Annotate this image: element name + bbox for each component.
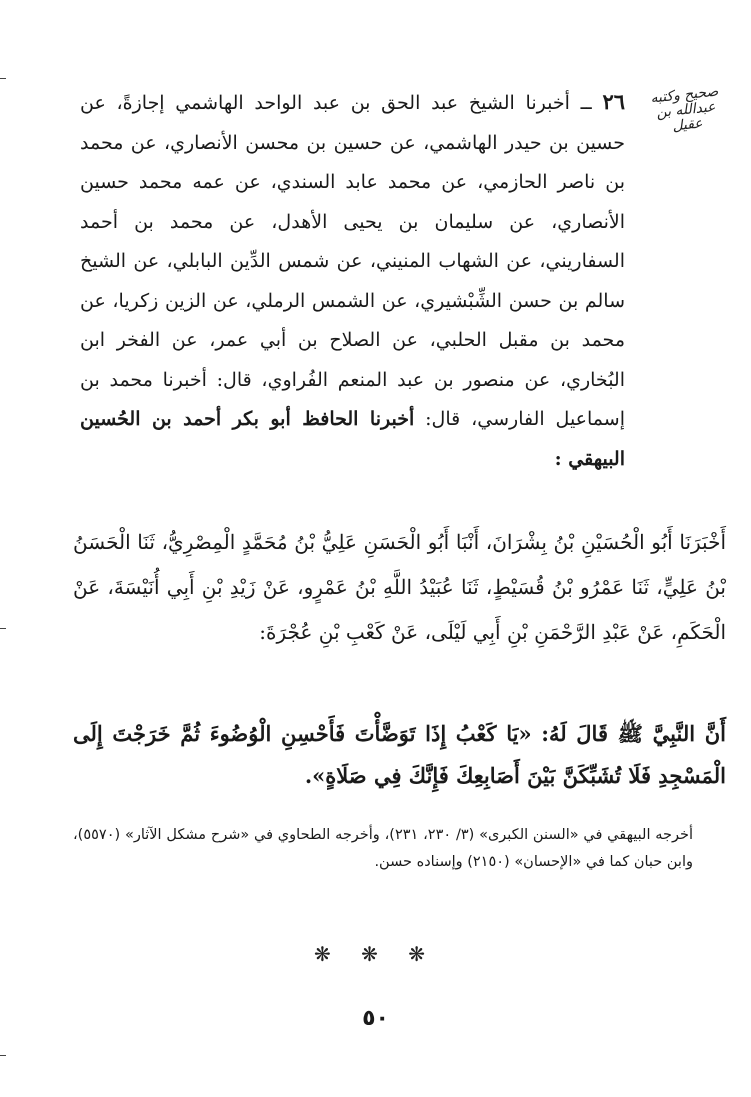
entry-number: ٢٦ xyxy=(602,89,625,114)
isnad-bold-tail: أخبرنا الحافظ أبو بكر أحمد بن الحُسين البيهقي : xyxy=(80,408,625,470)
section-separator: ❋ ❋ ❋ xyxy=(314,942,437,966)
isnad-text: ــ أخبرنا الشيخ عبد الحق بن عبد الواحد الهاشمي إجازةً، عن حسين بن حيدر الهاشمي، عن حسين بن محسن الأنصاري، عن محمد بن ناصر الحازمي، عن محمد عابد السندي، عن عمه محمد حسين الأنصاري، عن سليمان بن يحيى الأهدل، عن محمد بن أحمد السفاريني، عن الشهاب المنيني، عن شمس الدِّين البابلي، عن الشيخ سالم بن حسن الشِّبْشيري، عن الشمس الرملي، عن الزين زكريا، عن محمد بن مقبل الحلبي، عن الصلاح بن أبي عمر، عن الفخر ابن البُخاري، عن منصور بن عبد المنعم الفُراوي، قال: أخبرنا محمد بن إسماعيل الفارسي، قال: xyxy=(80,92,625,430)
isnad-paragraph xyxy=(80,82,625,479)
hadith-chain: أَخْبَرَنَا أَبُو الْحُسَيْنِ بْنُ بِشْرَانَ، أَنْبَا أَبُو الْحَسَنِ عَلِيُّ بْنُ مُحَمَّدٍ الْمِصْرِيُّ، ثَنَا الْحَسَنُ بْنُ عَلِيٍّ، ثَنَا عَمْرُو بْنُ قُسَيْطٍ، ثَنَا عُبَيْدُ اللَّهِ بْنُ عَمْرٍو، عَنْ زَيْدِ بْنِ أَبِي أُنَيْسَةَ، عَنْ الْحَكَمِ، عَنْ عَبْدِ الرَّحْمَنِ بْنِ أَبِي لَيْلَى، عَنْ كَعْبِ بْنِ عُجْرَةَ: xyxy=(73,530,726,644)
page-number: ٥٠ xyxy=(362,1006,389,1031)
hadith-text: أَنَّ النَّبِيَّ ﷺ قَالَ لَهُ: «يَا كَعْبُ إِذَا تَوَضَّأْتَ فَأَحْسِنِ الْوُضُوءَ ثُمَّ خَرَجْتَ إِلَى الْمَسْجِدِ فَلَا تُشَبِّكَنَّ بَيْنَ أَصَابِعِكَ فَإِنَّكَ فِي صَلَاةٍ». xyxy=(73,721,726,788)
margin-mark xyxy=(0,1055,6,1056)
handwritten-margin-note: صحيح وكتبه عبدالله بن عقيل xyxy=(649,83,720,135)
margin-mark xyxy=(0,78,6,79)
margin-mark xyxy=(0,628,6,629)
isnad-block xyxy=(80,82,625,479)
footnote: أخرجه البيهقي في «السنن الكبرى» (٣/ ٢٣٠، ٢٣١)، وأخرجه الطحاوي في «شرح مشكل الآثار» (٥٥٧٠)، وابن حبان كما في «الإحسان» (٢١٥٠) وإسناده حسن. xyxy=(73,827,694,870)
